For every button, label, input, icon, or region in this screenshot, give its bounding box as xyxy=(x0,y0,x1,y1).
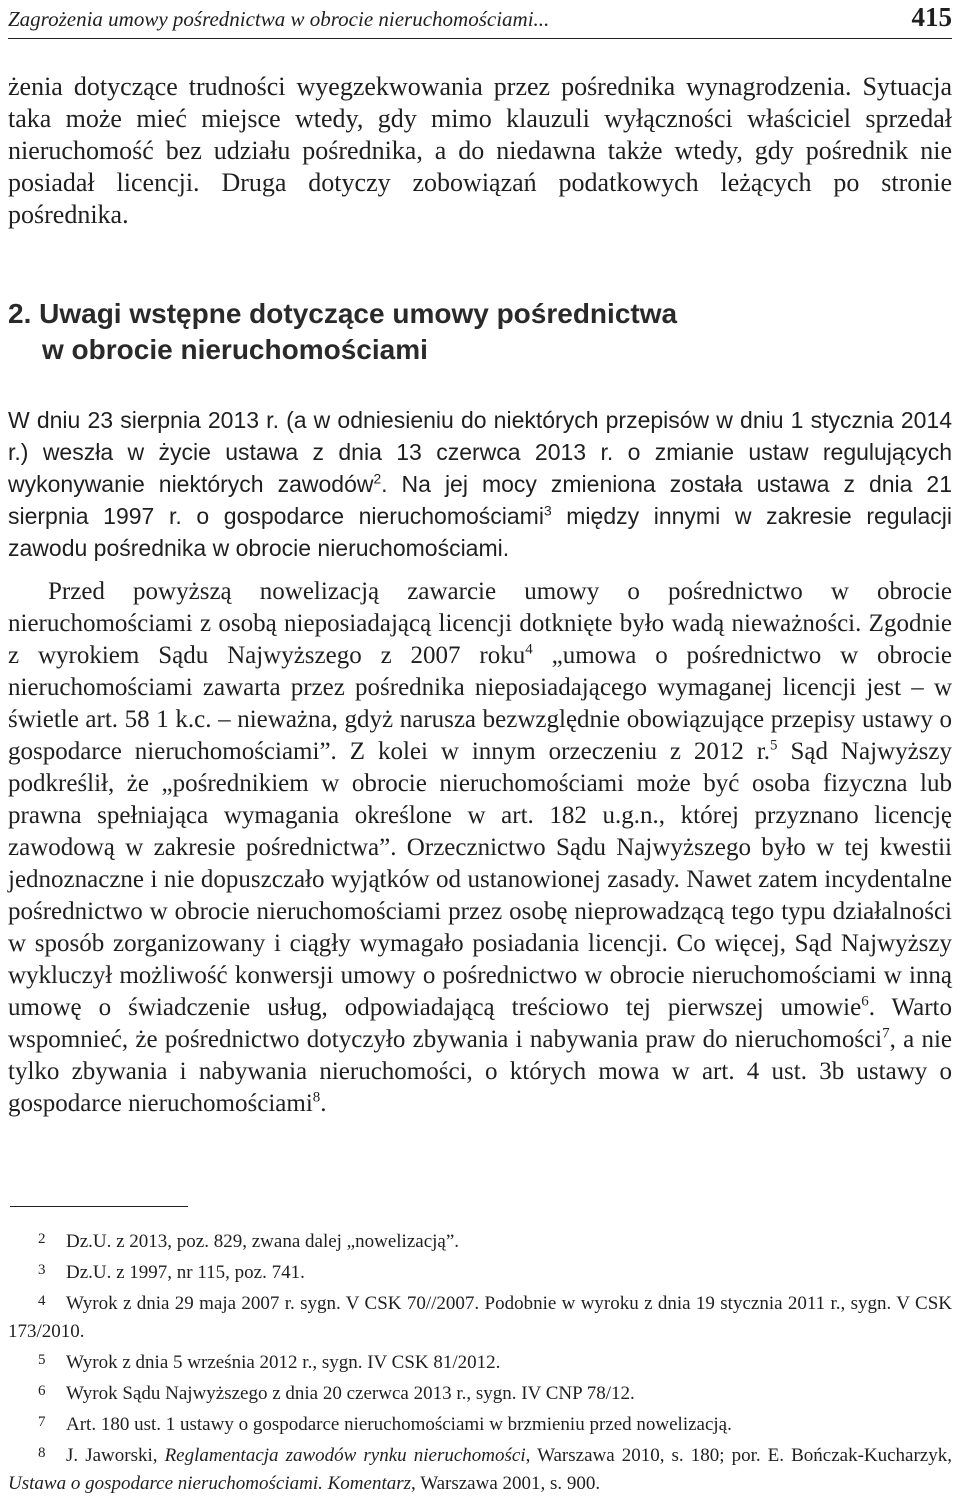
footnote-number: 6 xyxy=(38,1383,46,1399)
footnote-2 xyxy=(8,1225,952,1256)
footnote-8 xyxy=(8,1439,952,1498)
footnote-text: Wyrok Sądu Najwyższego z dnia 20 czerwca 2013 r., sygn. IV CNP 78/12. xyxy=(66,1383,635,1404)
footnote-number: 8 xyxy=(38,1445,46,1461)
footnote-5 xyxy=(8,1346,952,1377)
footnote-text: Dz.U. z 1997, nr 115, poz. 741. xyxy=(66,1262,305,1283)
page-number: 415 xyxy=(911,2,952,32)
footnote-ref-2: 2 xyxy=(373,471,382,487)
paragraph-3-text-5: , a nie tylko zbywania i nabywania nieruchomości, o których mowa w art. 4 ust. 3b ustawy o gospodarce nieruchomościami xyxy=(8,1026,952,1117)
footnote-ref-3: 3 xyxy=(543,503,552,519)
footnote-divider xyxy=(10,1206,188,1207)
footnote-ref-4: 4 xyxy=(525,641,533,658)
footnote-8-text-1: J. Jaworski, xyxy=(66,1445,165,1466)
footnote-ref-5: 5 xyxy=(770,737,778,754)
footnote-text: Wyrok z dnia 5 września 2012 r., sygn. IV CSK 81/2012. xyxy=(66,1352,501,1373)
footnote-number: 3 xyxy=(38,1262,46,1278)
footnote-text: Art. 180 ust. 1 ustawy o gospodarce nieruchomościami w brzmieniu przed nowelizacją. xyxy=(66,1414,732,1435)
paragraph-3-text-4: . Warto wspomnieć, że pośrednictwo dotyczyło zbywania i nabywania praw do nieruchomości xyxy=(8,994,952,1053)
running-head xyxy=(8,0,952,39)
paragraph-3-text-3: Sąd Najwyższy podkreślił, że „pośrednikiem w obrocie nieruchomościami może być osoba fizyczna lub prawna spełniająca wymagania określone w art. 182 u.g.n., której przyznano licencję zawodową w zakresie pośrednictwa”. Orzecznictwo Sądu Najwyższego było w tej kwestii jednoznaczne i nie dopuszczało wyjątków od ustanowionej zasady. Nawet zatem incydentalne pośrednictwo w obrocie nieruchomościami przez osobę nieprowadzącą tego typu działalności w sposób zorganizowany i ciągły wymagało posiadania licencji. Co więcej, Sąd Najwyższy wykluczył możliwość konwersji umowy o pośrednictwo w obrocie nieruchomościami w inną umowę o świadczenie usług, odpowiadającą treściowo tej pierwszej umowie xyxy=(8,738,952,1021)
footnote-ref-8: 8 xyxy=(312,1089,321,1106)
paragraph-2 xyxy=(8,404,952,564)
section-heading xyxy=(8,296,952,368)
footnote-8-title-2: Ustawa o gospodarce nieruchomościami. Komentarz xyxy=(8,1473,412,1494)
footnote-text: Dz.U. z 2013, poz. 829, zwana dalej „nowelizacją”. xyxy=(66,1231,460,1252)
intro-paragraph: żenia dotyczące trudności wyegzekwowania przez pośrednika wynagrodzenia. Sytuacja taka może mieć miejsce wtedy, gdy mimo klauzuli wyłączności właściciel sprzedał nieruchomość bez udziału pośrednika, a do niedawna także wtedy, gdy pośrednik nie posiadał licencji. Druga dotyczy zobowiązań podatkowych leżących po stronie pośrednika. xyxy=(8,72,952,229)
footnote-number: 7 xyxy=(38,1414,46,1430)
section-heading-line-1: 2. Uwagi wstępne dotyczące umowy pośrednictwa xyxy=(8,298,678,329)
paragraph-2-text-3: między innymi w zakresie regulacji zawodu pośrednika w obrocie nieruchomościami. xyxy=(8,503,952,561)
section-heading-line-2: w obrocie nieruchomościami xyxy=(42,334,428,365)
paragraph-3 xyxy=(8,576,952,1120)
footnote-number: 5 xyxy=(38,1352,46,1368)
footnote-8-text-3: , Warszawa 2001, s. 900. xyxy=(411,1473,601,1494)
paragraph-2-text-2: . Na jej mocy zmieniona została ustawa z dnia 21 sierpnia 1997 r. o gospodarce nieruchomościami xyxy=(8,471,952,529)
footnote-8-title-1: Reglamentacja zawodów rynku nieruchomości xyxy=(164,1445,526,1466)
footnote-8-text-2: , Warszawa 2010, s. 180; por. E. Bończak-Kucharzyk, xyxy=(525,1445,952,1466)
paragraph-3-text-2: „umowa o pośrednictwo w obrocie nieruchomościami zawarta przez pośrednika nieposiadającego wymaganej licencji jest – w świetle art. 58 1 k.c. – nieważna, gdyż narusza bezwzględnie obowiązujące przepisy ustawy o gospodarce nieruchomościami”. Z kolei w innym orzeczeniu z 2012 r. xyxy=(8,642,953,765)
paragraph-3-text-1: Przed powyższą nowelizacją zawarcie umowy o pośrednictwo w obrocie nieruchomościami z osobą nieposiadającą licencji dotknięte było wadą nieważności. Zgodnie z wyrokiem Sądu Najwyższego z 2007 roku xyxy=(8,578,952,669)
footnote-text: Wyrok z dnia 29 maja 2007 r. sygn. V CSK 70//2007. Podobnie w wyroku z dnia 19 stycznia 2011 r., sygn. V CSK 173/2010. xyxy=(8,1293,952,1342)
paragraph-3-body xyxy=(8,576,952,1120)
footnote-ref-7: 7 xyxy=(882,1025,890,1042)
footnote-number: 2 xyxy=(38,1231,46,1247)
footnote-3 xyxy=(8,1256,952,1287)
footnote-number: 4 xyxy=(38,1293,46,1309)
paragraph-2-text-1: W dniu 23 sierpnia 2013 r. (a w odniesieniu do niektórych przepisów w dniu 1 stycznia 2014 r.) weszła w życie ustawa z dnia 13 czerwca 2013 r. o zmianie ustaw regulujących wykonywanie niektórych zawodów xyxy=(8,407,952,497)
footnote-7 xyxy=(8,1408,952,1439)
footnotes xyxy=(8,1225,952,1498)
footnote-4 xyxy=(8,1287,952,1346)
footnote-6 xyxy=(8,1377,952,1408)
running-head-title: Zagrożenia umowy pośrednictwa w obrocie nieruchomościami... xyxy=(8,7,550,31)
footnote-ref-6: 6 xyxy=(861,993,869,1010)
paragraph-3-text-6: . xyxy=(320,1090,327,1117)
